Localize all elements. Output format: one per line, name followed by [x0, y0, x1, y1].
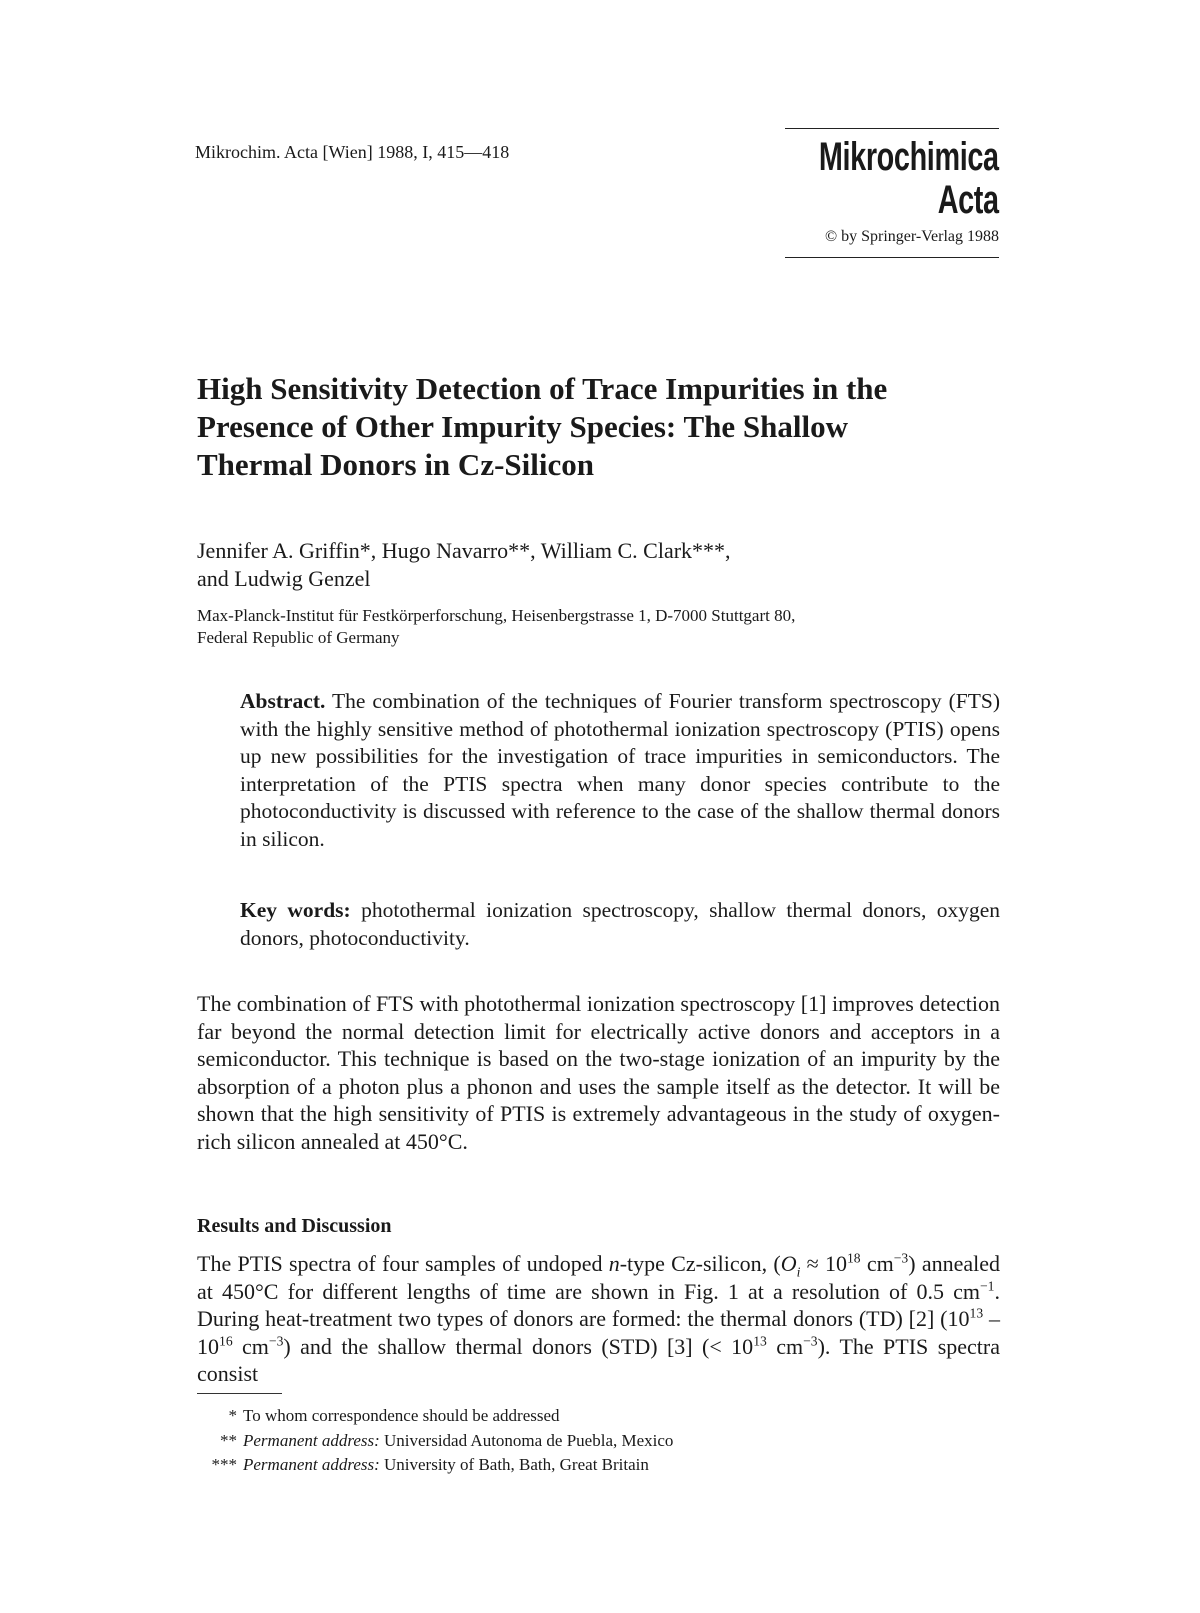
title-line: Presence of Other Impurity Species: The Shallow	[197, 409, 848, 444]
copyright-notice: © by Springer-Verlag 1988	[824, 228, 999, 245]
intro-paragraph: The combination of FTS with photothermal ionization spectroscopy [1] improves detection far beyond the normal detection limit for electrically active donors and acceptors in a semiconductor. This technique is based on the two-stage ionization of an impurity by the absorption of a photon plus a phonon and uses the sample itself as the detector. It will be shown that the high sensitivity of PTIS is extremely advantageous in the study of oxygen-rich silicon annealed at 450°C.	[197, 991, 1000, 1154]
keywords	[240, 897, 1000, 952]
affiliation-line: Federal Republic of Germany	[197, 628, 400, 647]
subscript: i	[796, 1264, 801, 1280]
footnote-text: University of Bath, Bath, Great Britain	[379, 1455, 649, 1474]
author-list	[197, 537, 731, 593]
superscript: −3	[893, 1250, 909, 1266]
author-line: Jennifer A. Griffin*, Hugo Navarro**, William C. Clark***,	[197, 538, 731, 563]
text-run: ) annealed at 450°C for different lengths of time are shown in Fig. 1 at a resolution of 0.5 cm	[197, 1251, 1000, 1304]
title-line: High Sensitivity Detection of Trace Impurities in the	[197, 371, 888, 406]
affiliation	[197, 605, 795, 649]
journal-logo-line1: Mikrochimica	[819, 135, 999, 179]
abstract-text: The combination of the techniques of Fourier transform spectroscopy (FTS) with the highly sensitive method of photothermal ionization spectroscopy (PTIS) opens up new possibilities for the investigation of trace impurities in semiconductors. The interpretation of the PTIS spectra when many donor species contribute to the photoconductivity is discussed with reference to the case of the shallow thermal donors in silicon.	[240, 689, 1000, 851]
superscript: −3	[803, 1333, 818, 1349]
superscript: −3	[268, 1333, 284, 1349]
abstract	[240, 688, 1000, 853]
text-run: ) and the shallow thermal donors (STD) [3] (< 10	[283, 1333, 754, 1359]
italic-run: O	[780, 1251, 797, 1276]
footnote-mark: ***	[211, 1455, 237, 1474]
text-run: ≈ 10	[800, 1251, 847, 1276]
journal-logo-line2: Acta	[938, 178, 999, 222]
abstract-label: Abstract.	[240, 689, 326, 713]
footnote-label: Permanent address:	[243, 1455, 380, 1474]
text-run: cm	[860, 1251, 894, 1276]
footnote-mark: *	[228, 1406, 237, 1425]
footnote-text: Universidad Autonoma de Puebla, Mexico	[379, 1430, 674, 1450]
footnotes	[197, 1404, 673, 1478]
footnote	[197, 1429, 673, 1454]
superscript: 13	[969, 1305, 984, 1321]
footnote-rule	[197, 1393, 282, 1394]
text-run: . During heat-treatment two types of donors are formed: the thermal donors (TD) [2] (10	[197, 1278, 1000, 1331]
text-run: The PTIS spectra of four samples of undoped	[197, 1251, 609, 1276]
footnote-label: Permanent address:	[243, 1430, 380, 1450]
text-run: cm	[766, 1333, 804, 1359]
masthead-top-rule	[785, 128, 999, 129]
footnote-mark: **	[220, 1430, 237, 1450]
keywords-label: Key words:	[240, 898, 351, 922]
superscript: 18	[846, 1250, 861, 1266]
section-heading: Results and Discussion	[197, 1215, 392, 1237]
text-run: – 10	[197, 1306, 1000, 1359]
masthead-bottom-rule	[785, 257, 999, 258]
keywords-text: photothermal ionization spectroscopy, shallow thermal donors, oxygen donors, photoconductivity.	[240, 898, 1001, 950]
author-line: and Ludwig Genzel	[197, 566, 371, 591]
article-title	[197, 370, 997, 484]
text-run: cm	[232, 1333, 269, 1359]
footnote	[197, 1453, 673, 1478]
journal-citation: Mikrochim. Acta [Wien] 1988, I, 415—418	[195, 142, 510, 162]
italic-run: n	[608, 1251, 620, 1276]
results-paragraph	[197, 1250, 1000, 1388]
superscript: −1	[980, 1278, 995, 1294]
footnote	[197, 1404, 673, 1429]
footnote-text: To whom correspondence should be addressed	[243, 1406, 560, 1425]
affiliation-line: Max-Planck-Institut für Festkörperforschung, Heisenbergstrasse 1, D-7000 Stuttgart 80,	[197, 606, 796, 625]
text-run: -type Cz-silicon, (	[619, 1251, 781, 1276]
text-run: ). The PTIS spectra consist	[197, 1333, 1000, 1386]
title-line: Thermal Donors in Cz-Silicon	[197, 447, 594, 482]
superscript: 16	[219, 1333, 233, 1349]
superscript: 13	[753, 1333, 767, 1349]
